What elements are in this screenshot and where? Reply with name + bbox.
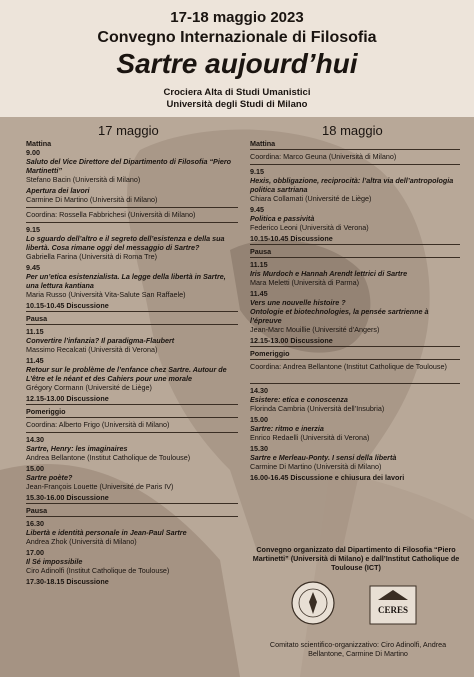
program-item	[250, 386, 460, 395]
program-item	[250, 269, 460, 278]
talk-title: Retour sur le problème de l’enfance chez Sartre. Autour de L’être et le néant et des Cahiers pour une morale	[26, 365, 227, 383]
program-item	[26, 336, 238, 345]
talk-title: Vers une nouvelle histoire ?	[250, 298, 346, 307]
program-item	[250, 278, 460, 287]
program-item	[26, 577, 238, 586]
speaker: Federico Leoni (Università di Verona)	[250, 223, 369, 232]
program-item	[26, 566, 238, 575]
session-time: 9.45	[250, 205, 264, 214]
program-item	[26, 272, 238, 290]
session-time: 15.30	[250, 444, 268, 453]
talk-title: Sartre: ritmo e inerzia	[250, 424, 324, 433]
speaker: Andrea Zhok (Università di Milano)	[26, 537, 137, 546]
day-2-title: 18 maggio	[322, 123, 383, 138]
speaker: Andrea Bellantone (Institut Catholique de Toulouse)	[26, 453, 191, 462]
divider	[26, 324, 238, 325]
talk-title: Apertura dei lavori	[26, 186, 90, 195]
session-time: Pausa	[250, 247, 272, 256]
program-item	[26, 263, 238, 272]
speaker: Coordina: Rossella Fabbrichesi (Università di Milano)	[26, 210, 196, 219]
talk-title: Ontologie et biotechnologies, la pensée sartrienne à l’épreuve	[250, 307, 429, 325]
program-item	[250, 247, 460, 256]
session-time: 9.00	[26, 148, 40, 157]
talk-title: Sartre e Merleau-Ponty. I sensi della libertà	[250, 453, 397, 462]
session-time: Pausa	[26, 314, 48, 323]
divider	[26, 404, 238, 405]
program-item	[26, 139, 238, 148]
speaker: Maria Russo (Università Vita-Salute San Raffaele)	[26, 290, 186, 299]
divider	[26, 432, 238, 433]
program-item	[250, 260, 460, 269]
session-time: 10.15-10.45 Discussione	[26, 301, 109, 310]
divider	[26, 503, 238, 504]
session-time: Mattina	[250, 139, 276, 148]
program-item	[250, 444, 460, 453]
program-item	[26, 186, 238, 195]
talk-title: Lo sguardo dell’altro e il segreto dell’esistenza e della sua libertà. Cosa rimane oggi del messaggio di Sartre?	[26, 234, 225, 252]
subtitle-university: Università degli Studi di Milano	[166, 99, 308, 110]
program-item	[26, 394, 238, 403]
program-item	[26, 537, 238, 546]
program-item	[250, 473, 460, 482]
talk-title: Politica e passività	[250, 214, 315, 223]
program-item	[26, 444, 238, 453]
program-item	[26, 420, 238, 429]
program-item	[26, 234, 238, 252]
session-time: Pausa	[26, 506, 48, 515]
talk-title: Libertà e identità personale in Jean-Paul Sartre	[26, 528, 187, 537]
session-time: 16.00-16.45 Discussione e chiusura dei lavori	[250, 473, 405, 482]
program-item	[26, 327, 238, 336]
program-item	[250, 194, 460, 203]
program-item	[26, 453, 238, 462]
program-item	[250, 214, 460, 223]
divider	[250, 257, 460, 258]
program-item	[250, 462, 460, 471]
session-time: 12.15-13.00 Discussione	[250, 336, 333, 345]
program-item	[26, 345, 238, 354]
program-item	[250, 325, 460, 334]
talk-title: Sartre poète?	[26, 473, 73, 482]
program-item	[26, 301, 238, 310]
program-item	[250, 424, 460, 433]
program-item	[26, 252, 238, 261]
program-item	[26, 175, 238, 184]
day-1-title: 17 maggio	[98, 123, 159, 138]
session-time: 9.15	[26, 225, 40, 234]
program-item	[250, 453, 460, 462]
divider	[26, 516, 238, 517]
speaker: Chiara Collamati (Université de Liège)	[250, 194, 372, 203]
program-item	[26, 435, 238, 444]
speaker: Coordina: Alberto Frigo (Università di Milano)	[26, 420, 170, 429]
scientific-committee: Comitato scientifico-organizzativo: Ciro Adinolfi, Andrea Bellantone, Carmine Di Martino	[269, 640, 447, 658]
program-item	[250, 349, 460, 358]
speaker: Stefano Bacin (Università di Milano)	[26, 175, 141, 184]
program-item	[26, 365, 238, 383]
poster-title: Sartre aujourd’hui	[116, 48, 358, 79]
speaker: Grégory Cormann (Université de Liège)	[26, 383, 152, 392]
program-item	[26, 148, 238, 157]
event-date: 17-18 maggio 2023	[170, 9, 304, 26]
program-item	[26, 157, 238, 175]
program-item	[250, 289, 460, 298]
program-item	[250, 404, 460, 413]
divider	[250, 244, 460, 245]
program-item	[26, 548, 238, 557]
speaker: Carmine Di Martino (Università di Milano)	[250, 462, 382, 471]
speaker: Jean-François Louette (Université de Paris IV)	[26, 482, 174, 491]
program-item	[250, 362, 460, 371]
divider	[26, 311, 238, 312]
program-item	[250, 205, 460, 214]
session-time: 15.00	[250, 415, 268, 424]
divider	[250, 383, 460, 384]
talk-title: Convertire l’infanzia? Il paradigma-Flaubert	[26, 336, 175, 345]
ceres-logo-text: CERES	[377, 605, 409, 615]
program-item	[250, 234, 460, 243]
divider	[26, 417, 238, 418]
program-item	[26, 557, 238, 566]
program-item	[26, 519, 238, 528]
divider	[250, 359, 460, 360]
talk-title: Iris Murdoch e Hannah Arendt lettrici di Sartre	[250, 269, 408, 278]
university-seal-logo	[290, 580, 336, 626]
session-time: 15.30-16.00 Discussione	[26, 493, 109, 502]
program-item	[250, 433, 460, 442]
program-item	[26, 464, 238, 473]
ceres-logo	[368, 582, 418, 628]
session-time: 17.00	[26, 548, 44, 557]
session-time: 10.15-10.45 Discussione	[250, 234, 333, 243]
program-item	[26, 506, 238, 515]
program-item	[250, 139, 460, 148]
program-item	[250, 307, 460, 325]
divider	[26, 222, 238, 223]
program-item	[250, 167, 460, 176]
divider	[250, 164, 460, 165]
program-item	[26, 210, 238, 219]
speaker: Ciro Adinolfi (Institut Catholique de Toulouse)	[26, 566, 170, 575]
session-time: 16.30	[26, 519, 44, 528]
talk-title: Per un’etica esistenzialista. La legge della libertà in Sartre, una lettura kantiana	[26, 272, 226, 290]
session-time: 15.00	[26, 464, 44, 473]
speaker: Jean-Marc Mouillie (Université d’Angers)	[250, 325, 380, 334]
divider	[250, 346, 460, 347]
session-time: 9.45	[26, 263, 40, 272]
program-item	[26, 314, 238, 323]
session-time: 14.30	[250, 386, 268, 395]
program-item	[26, 493, 238, 502]
session-time: Pomeriggio	[26, 407, 66, 416]
session-time: 11.15	[26, 327, 44, 336]
program-item	[250, 395, 460, 404]
session-time: 17.30-18.15 Discussione	[26, 577, 109, 586]
program-item	[250, 223, 460, 232]
program-item	[26, 482, 238, 491]
session-time: 12.15-13.00 Discussione	[26, 394, 109, 403]
program-item	[250, 152, 460, 161]
session-time: 11.45	[250, 289, 268, 298]
program-item	[26, 407, 238, 416]
program-item	[26, 225, 238, 234]
session-time: Pomeriggio	[250, 349, 290, 358]
speaker: Massimo Recalcati (Università di Verona)	[26, 345, 158, 354]
program-item	[250, 415, 460, 424]
program-item	[26, 528, 238, 537]
speaker: Mara Meletti (Università di Parma)	[250, 278, 360, 287]
subtitle-venue: Crociera Alta di Studi Umanistici	[163, 87, 311, 98]
talk-title: Saluto del Vice Direttore del Dipartimento di Filosofia “Piero Martinetti”	[26, 157, 232, 175]
divider	[250, 149, 460, 150]
program-item	[26, 195, 238, 204]
talk-title: Esistere: etica e conoscenza	[250, 395, 348, 404]
speaker: Enrico Redaelli (Università di Verona)	[250, 433, 370, 442]
session-time: 11.45	[26, 356, 44, 365]
program-item	[250, 176, 460, 194]
speaker: Coordina: Andrea Bellantone (Institut Catholique de Toulouse)	[250, 362, 447, 371]
conference-name: Convegno Internazionale di Filosofia	[97, 29, 377, 46]
program-item	[26, 473, 238, 482]
divider	[26, 207, 238, 208]
program-item	[250, 298, 460, 307]
session-time: 9.15	[250, 167, 264, 176]
speaker: Carmine Di Martino (Università di Milano)	[26, 195, 158, 204]
talk-title: Sartre, Henry: les imaginaires	[26, 444, 128, 453]
program-item	[250, 336, 460, 345]
session-time: Mattina	[26, 139, 52, 148]
program-item	[26, 290, 238, 299]
talk-title: Hexis, obbligazione, reciprocità: l’altra via dell’antropologia politica sartriana	[250, 176, 454, 194]
program-item	[26, 383, 238, 392]
program-item	[26, 356, 238, 365]
session-time: 11.15	[250, 260, 268, 269]
session-time: 14.30	[26, 435, 44, 444]
organizers-note: Convegno organizzato dal Dipartimento di Filosofia “Piero Martinetti” (Università di Milano) e dall’Institut Catholique de Toulouse (ICT)	[252, 545, 460, 572]
speaker: Gabriella Farina (Università di Roma Tre)	[26, 252, 158, 261]
speaker: Florinda Cambria (Università dell’Insubria)	[250, 404, 385, 413]
talk-title: Il Sé impossibile	[26, 557, 83, 566]
speaker: Coordina: Marco Geuna (Università di Milano)	[250, 152, 397, 161]
